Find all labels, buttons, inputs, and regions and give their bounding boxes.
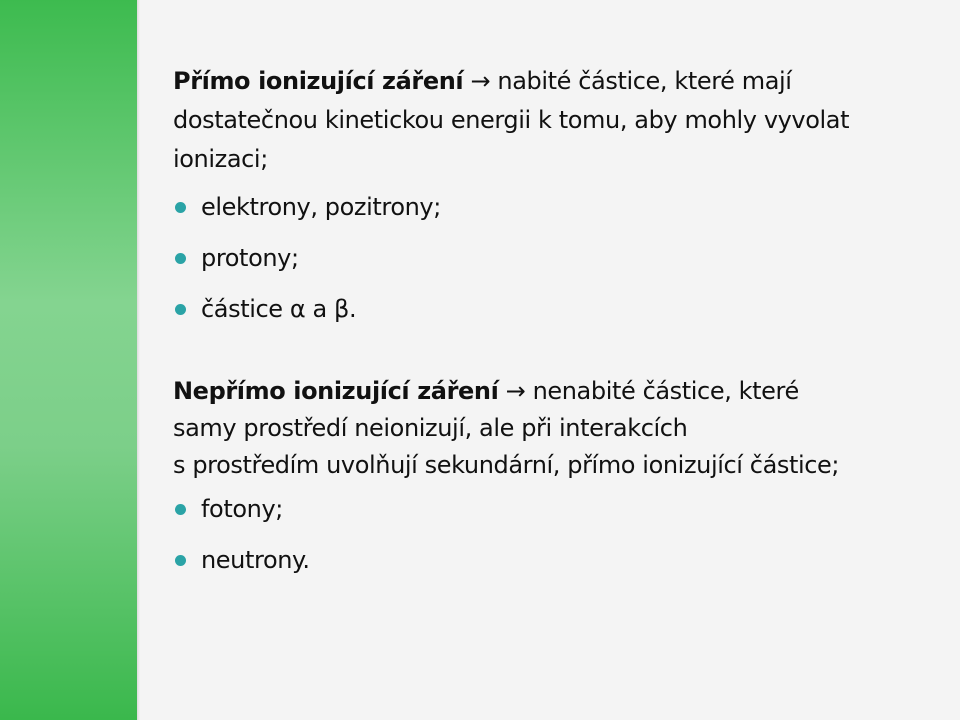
section-spacer [173,335,933,373]
list-item-label: neutrony. [201,546,310,574]
indirect-ionizing-term: Nepřímo ionizující záření [173,377,499,405]
bullet-icon [175,253,186,264]
slide-content [173,62,933,586]
list-item-label: částice α a β. [201,295,357,323]
list-item-label: fotony; [201,495,283,523]
indirect-ionizing-text-line3: s prostředím uvolňují sekundární, přímo ionizující částice; [173,451,840,479]
bullet-icon [175,304,186,315]
green-sidebar [0,0,137,720]
direct-ionizing-term: Přímo ionizující záření [173,67,464,95]
list-item [173,233,933,284]
direct-ionizing-text: → nabité částice, které mají dostatečnou kinetickou energii k tomu, aby mohly vyvolat ionizaci; [173,67,850,173]
indirect-ionizing-text-line1: → nenabité částice, které [498,377,799,405]
list-item-label: elektrony, pozitrony; [201,193,441,221]
list-item [173,284,933,335]
list-item-label: protony; [201,244,299,272]
list-item [173,182,933,233]
direct-ionizing-definition [173,62,933,179]
bullet-icon [175,504,186,515]
bullet-icon [175,555,186,566]
sidebar-shadow [137,0,140,720]
indirect-ionizing-text-line2: samy prostředí neionizují, ale při interakcích [173,414,688,442]
list-item [173,484,933,535]
direct-ionizing-list [173,182,933,335]
indirect-ionizing-definition [173,373,933,484]
indirect-ionizing-list [173,484,933,586]
list-item [173,535,933,586]
bullet-icon [175,202,186,213]
